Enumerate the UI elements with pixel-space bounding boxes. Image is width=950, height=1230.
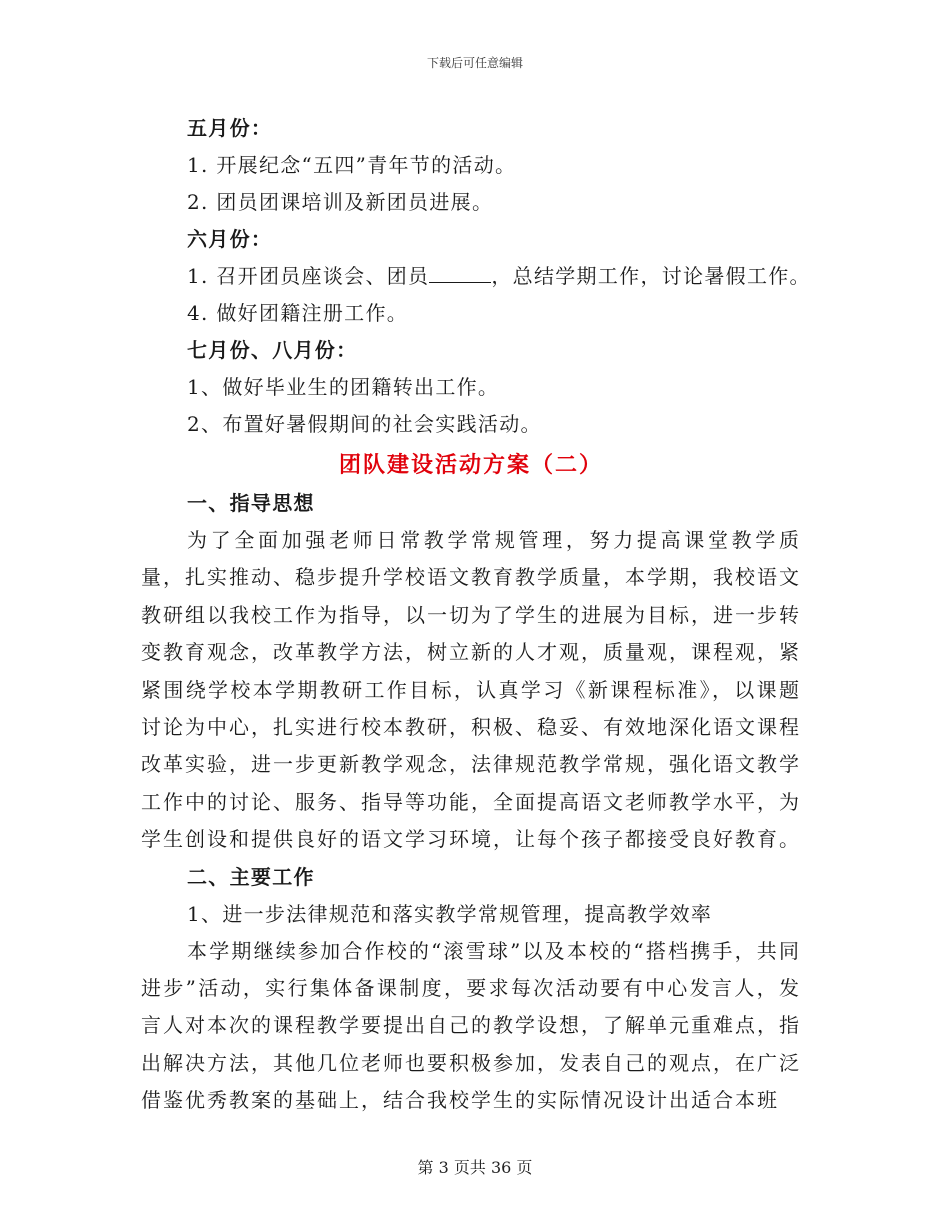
main-work-heading: 二、主要工作 xyxy=(187,864,315,889)
fill-in-blank xyxy=(429,264,491,283)
document-body xyxy=(141,110,811,1120)
june-item-1-after: ，总结学期工作，讨论暑假工作。 xyxy=(491,264,811,288)
july-august-item-2: 2、布置好暑假期间的社会实践活动。 xyxy=(187,412,542,436)
page-header-note: 下载后可任意编辑 xyxy=(426,56,523,70)
may-item-1: 1. 开展纪念“五四”青年节的活动。 xyxy=(187,153,517,177)
july-august-item-1: 1、做好毕业生的团籍转出工作。 xyxy=(187,375,500,399)
june-item-2: 4. 做好团籍注册工作。 xyxy=(187,301,409,325)
page-number-footer: 第 3 页共 36 页 xyxy=(417,1158,533,1177)
guide-heading: 一、指导思想 xyxy=(187,491,315,515)
june-heading: 六月份： xyxy=(187,227,273,251)
may-heading: 五月份： xyxy=(187,116,273,140)
main-work-subheading-1: 1、进一步法律规范和落实教学常规管理，提高教学效率 xyxy=(187,901,713,926)
june-item-1 xyxy=(141,258,811,295)
main-work-paragraph: 本学期继续参加合作校的“滚雪球”以及本校的“搭档携手，共同进步”活动，实行集体备课制度，要求每次活动要有中心发言人，发言人对本次的课程教学要提出自己的教学设想，了解单元重难点，指出解决方法，其他几位老师也要积极参加，发表自己的观点，在广泛借鉴优秀教案的基础上，结合我校学生的实际情况设计出适合本班 xyxy=(141,938,801,1113)
guide-paragraph: 为了全面加强老师日常教学常规管理，努力提高课堂教学质量，扎实推动、稳步提升学校语文教育教学质量，本学期，我校语文教研组以我校工作为指导，以一切为了学生的进展为目标，进一步转变教育观念，改革教学方法，树立新的人才观，质量观，课程观，紧紧围绕学校本学期教研工作目标，认真学习《新课程标准》，以课题讨论为中心，扎实进行校本教研，积极、稳妥、有效地深化语文课程改革实验，进一步更新教学观念，法律规范教学常规，强化语文教学工作中的讨论、服务、指导等功能，全面提高语文老师教学水平，为学生创设和提供良好的语文学习环境，让每个孩子都接受良好教育。 xyxy=(141,528,801,852)
july-august-heading: 七月份、八月份： xyxy=(187,338,358,362)
june-item-1-before: 1. 召开团员座谈会、团员 xyxy=(187,264,430,288)
may-item-2: 2. 团员团课培训及新团员进展。 xyxy=(187,190,494,214)
section-title: 团队建设活动方案（二） xyxy=(338,452,603,478)
